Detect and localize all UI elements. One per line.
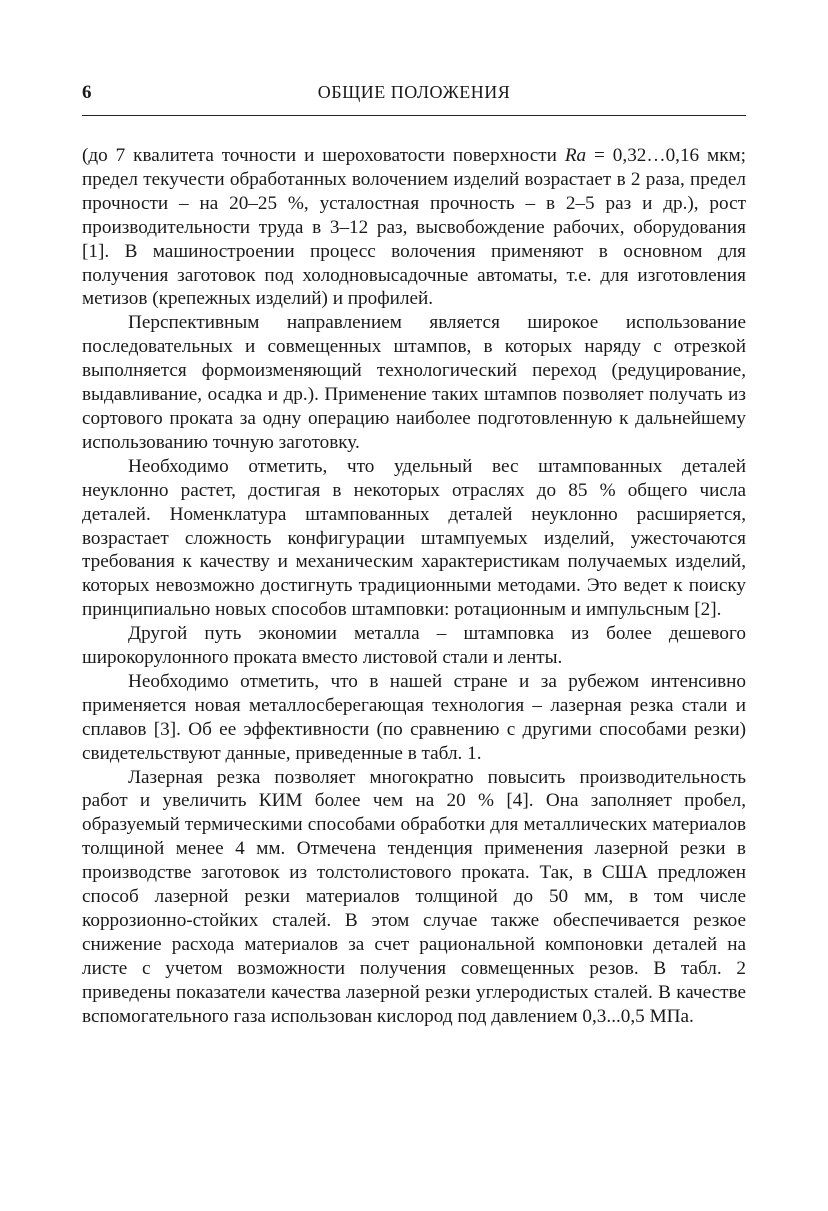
paragraph-6: Лазерная резка позволяет многократно повысить производительность работ и увеличить КИМ более чем на 20 % [4]. Она заполняет пробел, образуемый термическими способами обработки для металлических материалов толщиной менее 4 мм. Отмечена тенденция применения лазерной резки в производстве заготовок из толстолистового проката. Так, в США предложен способ лазерной резки материалов толщиной до 50 мм, в том числе коррозионно-стойких сталей. В этом случае также обеспечивается резкое снижение расхода материалов за счет рациональной компоновки деталей на листе с учетом возможности получения совмещенных резов. В табл. 2 приведены показатели качества лазерной резки углеродистых сталей. В качестве вспомогательного газа использован кислород под давлением 0,3...0,5 МПа.	[82, 766, 746, 1027]
header-rule	[82, 115, 746, 116]
paragraph-text: (до 7 квалитета точности и шероховатости поверхности	[82, 145, 565, 166]
page-number: 6	[82, 82, 92, 103]
body-text	[82, 144, 746, 1029]
running-title: ОБЩИЕ ПОЛОЖЕНИЯ	[317, 82, 511, 102]
paragraph-2: Перспективным направлением является широкое использование последовательных и совмещенных штампов, в которых наряду с отрезкой выполняется формоизменяющий технологический переход (редуцирование, выдавливание, осадка и др.). Применение таких штампов позволяет получать из сортового проката за одну операцию наиболее подготовленную к дальнейшему использованию точную заготовку.	[82, 312, 746, 453]
paragraph-4: Другой путь экономии металла – штамповка из более дешевого широкорулонного проката вместо листовой стали и ленты.	[82, 623, 746, 669]
paragraph-1	[82, 144, 746, 311]
roughness-symbol: Ra	[564, 145, 587, 166]
page-header	[82, 82, 746, 112]
paragraph-3: Необходимо отметить, что удельный вес штампованных деталей неуклонно растет, достигая в некоторых отраслях до 85 % общего числа деталей. Номенклатура штампованных деталей неуклонно расширяется, возрастает сложность конфигурации штампуемых изделий, ужесточаются требования к качеству и механическим характеристикам получаемых изделий, которых невозможно достигнуть традиционными методами. Это ведет к поиску принципиально новых способов штамповки: ротационным и импульсным [2].	[82, 455, 746, 621]
paragraph-text: = 0,32…0,16 мкм; предел текучести обработанных волочением изделий возрастает в 2 раза, предел прочности – на 20–25 %, усталостная прочность – в 2–5 раз и др.), рост производительности труда в 3–12 раз, высвобождение рабочих, оборудования [1]. В машиностроении процесс волочения применяют в основном для получения заготовок под холодновысадочные автоматы, т.е. для изготовления метизов (крепежных изделий) и профилей.	[82, 145, 746, 310]
paragraph-5: Необходимо отметить, что в нашей стране и за рубежом интенсивно применяется новая металлосберегающая технология – лазерная резка стали и сплавов [3]. Об ее эффективности (по сравнению с другими способами резки) свидетельствуют данные, приведенные в табл. 1.	[82, 670, 746, 764]
